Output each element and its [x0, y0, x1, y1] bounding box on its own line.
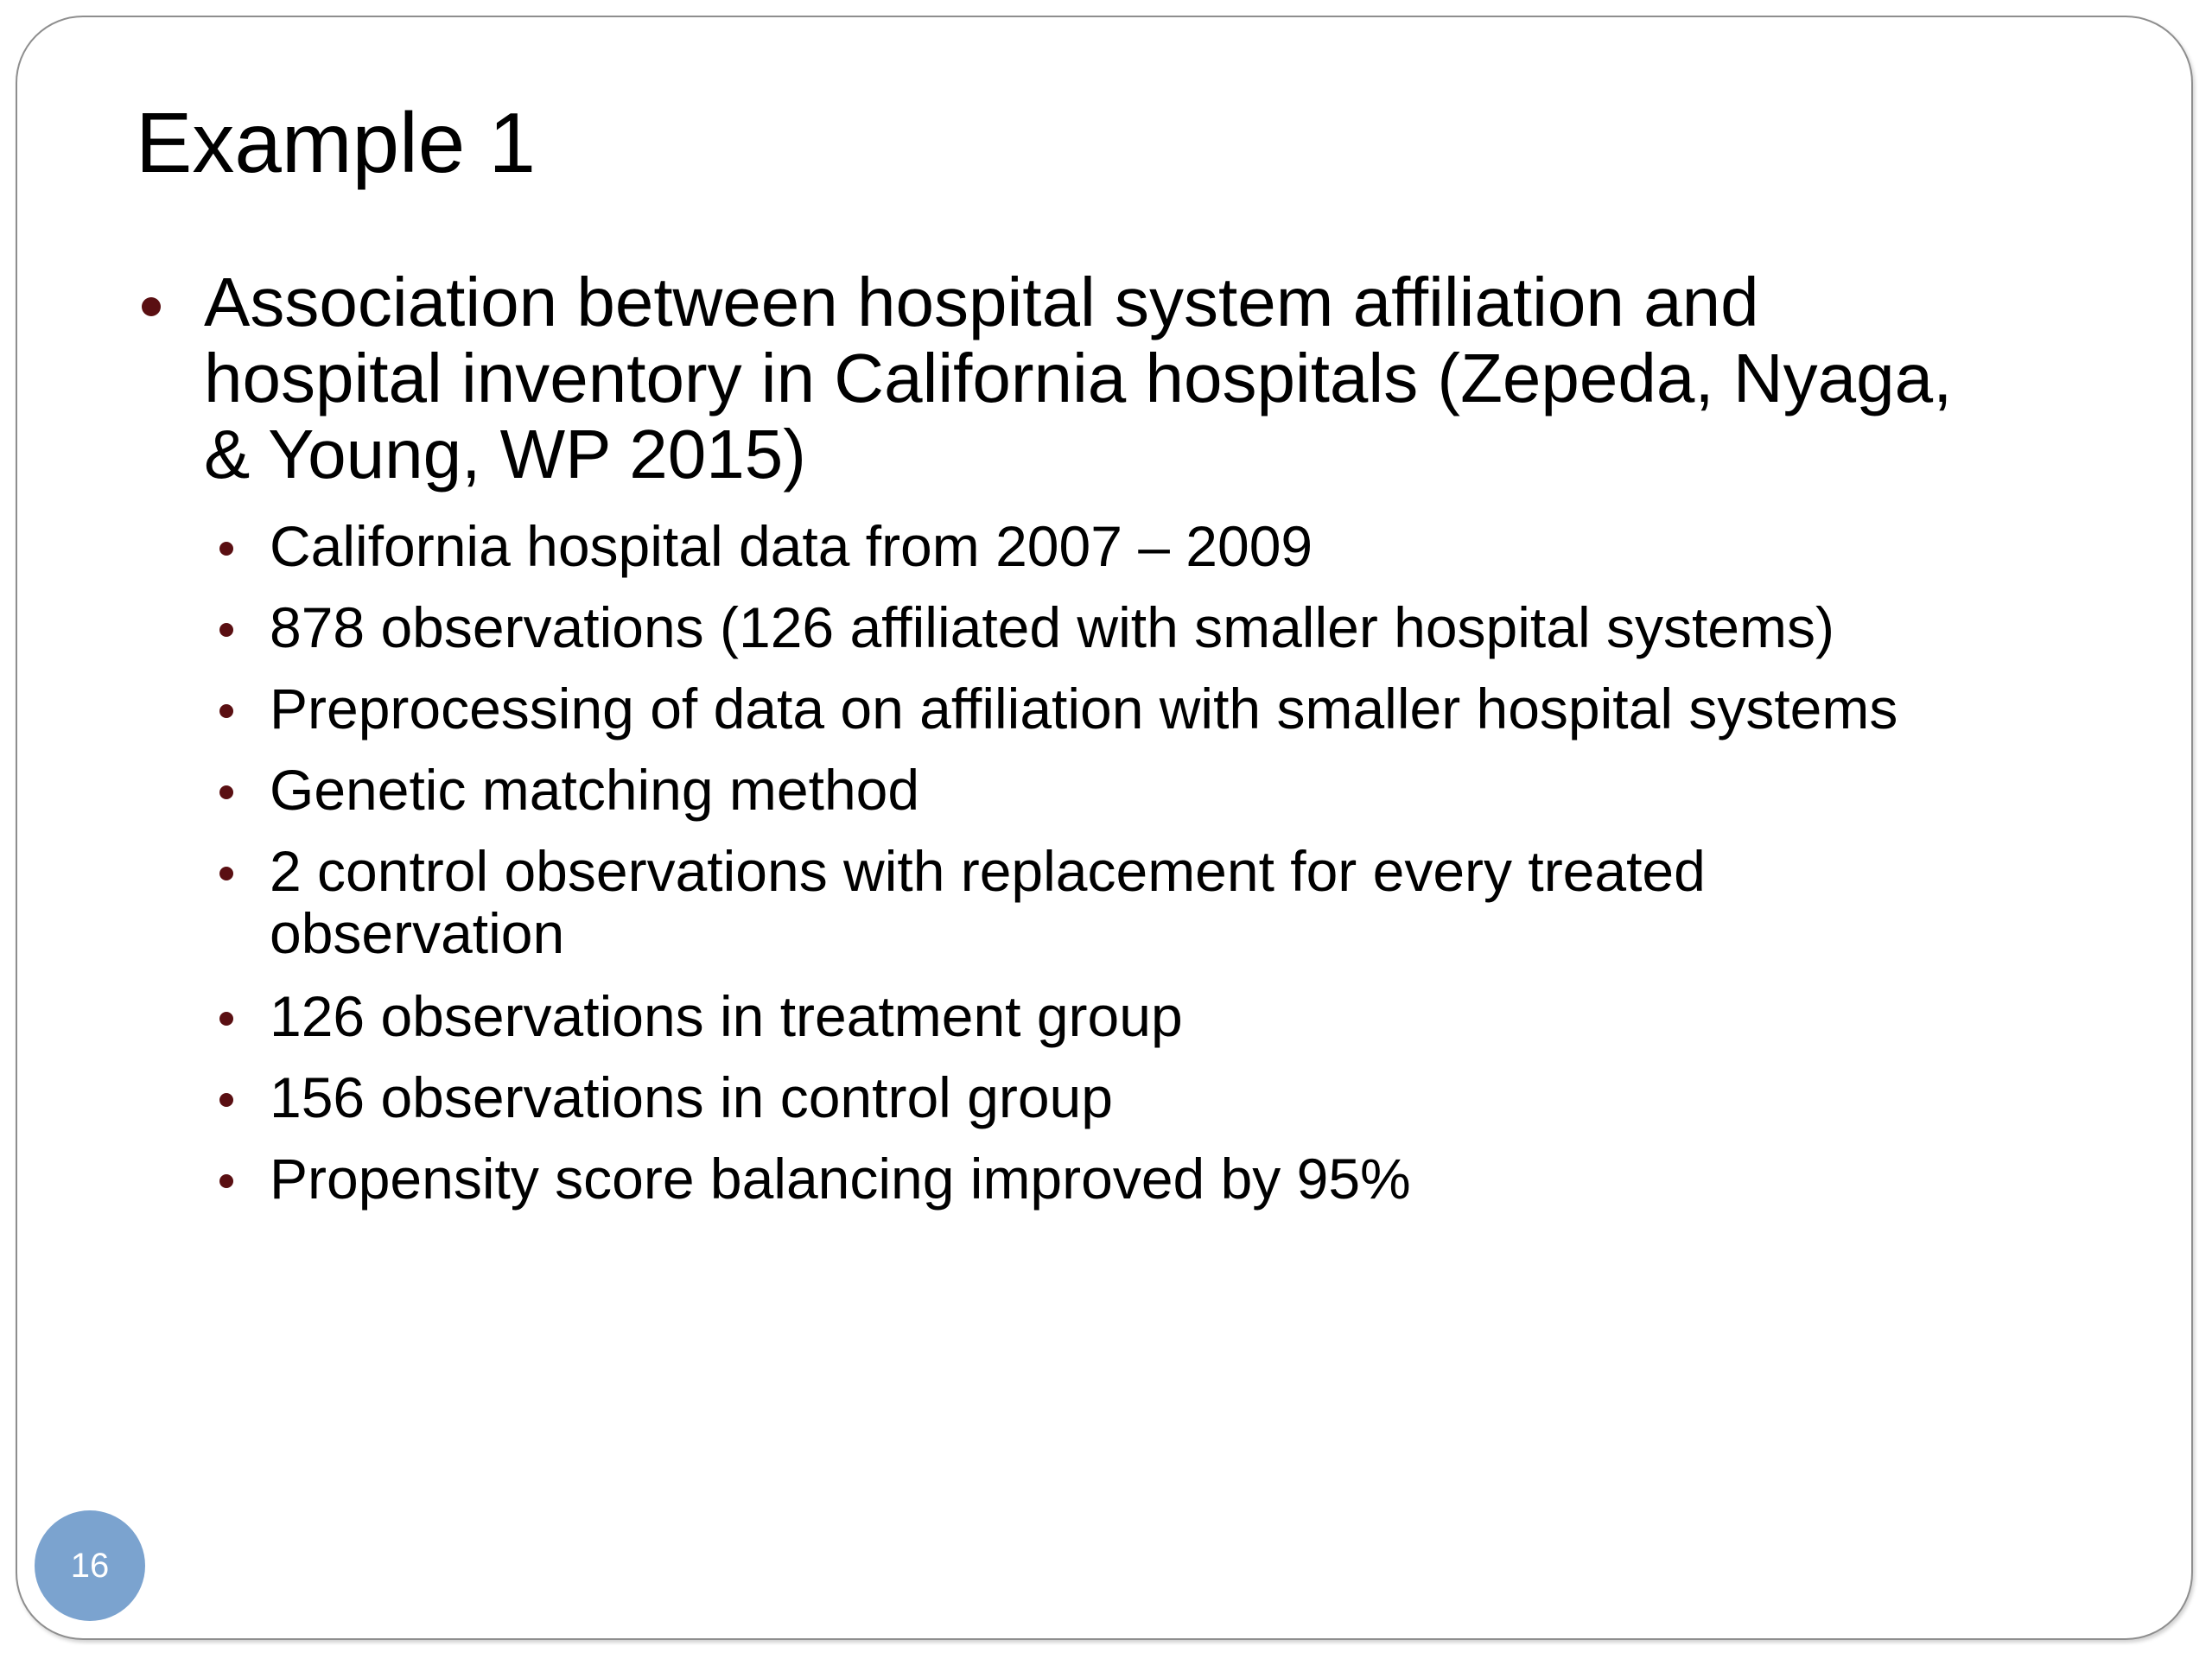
bullet-dot-icon	[219, 542, 233, 556]
bullet-dot-icon	[219, 704, 233, 718]
main-bullet-line: & Young, WP 2015)	[204, 416, 806, 493]
bullet-dot-icon	[219, 1012, 233, 1026]
sub-bullet-line: 2 control observations with replacement for every treated	[270, 839, 1706, 903]
bullet-dot-icon	[219, 1174, 233, 1188]
sub-bullet-text: Genetic matching method	[270, 758, 920, 822]
sub-bullet-text: Propensity score balancing improved by 95%	[270, 1147, 1411, 1211]
bullet-dot-icon	[219, 1093, 233, 1107]
sub-bullet-line: observation	[270, 901, 565, 965]
sub-bullet-text: 156 observations in control group	[270, 1065, 1113, 1129]
page-number-badge: 16	[35, 1510, 145, 1621]
sub-bullet-text: 878 observations (126 affiliated with smaller hospital systems)	[270, 595, 1834, 659]
sub-bullet-text: Preprocessing of data on affiliation with smaller hospital systems	[270, 677, 1898, 741]
slide-title: Example 1	[136, 95, 537, 190]
bullet-dot-icon	[219, 785, 233, 799]
sub-bullet-text	[270, 840, 2084, 964]
sub-bullet-text: 126 observations in treatment group	[270, 984, 1183, 1048]
main-bullet-text	[204, 264, 2105, 493]
sub-bullet-text: California hospital data from 2007 – 2009	[270, 514, 1313, 578]
main-bullet-line: hospital inventory in California hospitals (Zepeda, Nyaga,	[204, 340, 1953, 416]
bullet-dot-icon	[219, 623, 233, 637]
bullet-dot-icon	[219, 867, 233, 880]
bullet-dot-icon	[142, 297, 161, 316]
main-bullet-line: Association between hospital system affiliation and	[204, 264, 1759, 340]
